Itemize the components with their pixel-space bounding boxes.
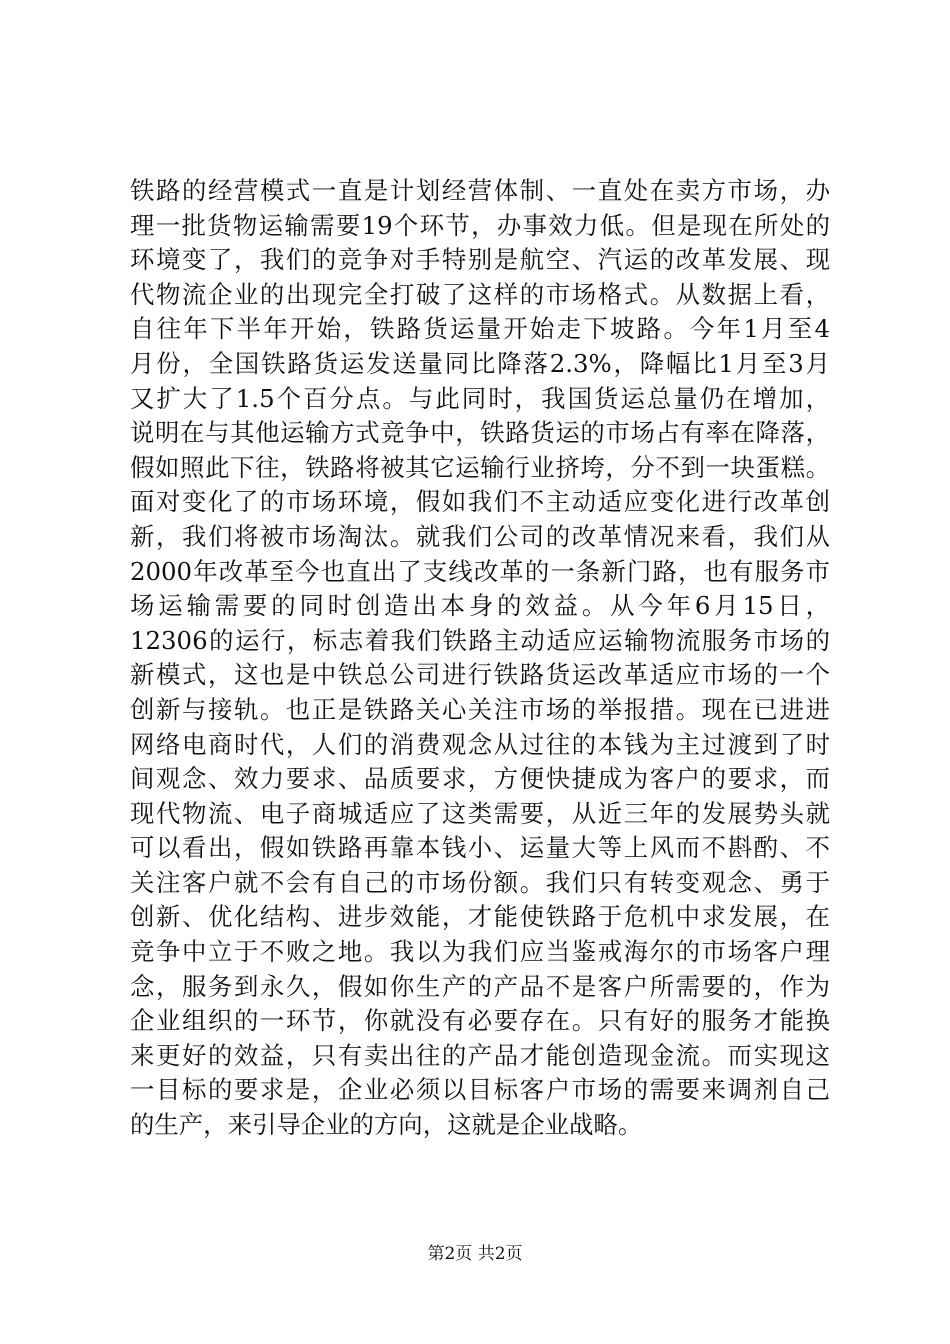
text-line: 说明在与其他运输方式竞争中，铁路货运的市场占有率在降落， [130,418,830,448]
text-line: 场运输需要的同时创造出本身的效益。从今年6月15日， [130,591,830,621]
text-line: 来更好的效益，只有卖出往的产品才能创造现金流。而实现这 [130,1040,830,1070]
text-line: 的生产，来引导企业的方向，这就是企业战略。 [130,1110,643,1140]
text-line: 竞争中立于不败之地。我以为我们应当鉴戒海尔的市场客户理 [130,937,830,967]
text-line: 间观念、效力要求、品质要求，方便快捷成为客户的要求，而 [130,764,830,794]
text-line: 理一批货物运输需要19个环节，办事效力低。但是现在所处的 [130,210,830,240]
text-line: 代物流企业的出现完全打破了这样的市场格式。从数据上看， [130,279,830,309]
text-line: 自往年下半年开始，铁路货运量开始走下坡路。今年1月至4 [130,314,830,344]
text-line: 念，服务到永久，假如你生产的产品不是客户所需要的，作为 [130,971,830,1001]
text-line: 又扩大了1.5个百分点。与此同时，我国货运总量仍在增加， [130,383,830,413]
text-line: 环境变了，我们的竞争对手特别是航空、汽运的改革发展、现 [130,245,830,275]
page-number-footer: 第2页 共2页 [427,1244,523,1264]
text-line: 假如照此下往，铁路将被其它运输行业挤垮，分不到一块蛋糕。 [130,452,830,482]
text-line: 可以看出，假如铁路再靠本钱小、运量大等上风而不斟酌、不 [130,833,830,863]
text-line: 创新与接轨。也正是铁路关心关注市场的举报措。现在已进进 [130,694,830,724]
text-line: 2000年改革至今也直出了支线改革的一条新门路，也有服务市 [130,556,830,586]
text-line: 关注客户就不会有自己的市场份额。我们只有转变观念、勇于 [130,867,830,897]
text-line: 现代物流、电子商城适应了这类需要，从近三年的发展势头就 [130,798,830,828]
text-line: 企业组织的一环节，你就没有必要存在。只有好的服务才能换 [130,1006,830,1036]
text-line: 新，我们将被市场淘汰。就我们公司的改革情况来看，我们从 [130,521,830,551]
text-line: 12306的运行，标志着我们铁路主动适应运输物流服务市场的 [130,625,830,655]
text-line: 面对变化了的市场环境，假如我们不主动适应变化进行改革创 [130,487,830,517]
text-line: 月份，全国铁路货运发送量同比降落2.3%，降幅比1月至3月 [130,348,830,378]
text-line: 铁路的经营模式一直是计划经营体制、一直处在卖方市场，办 [130,176,830,205]
text-line: 网络电商时代，人们的消费观念从过往的本钱为主过渡到了时 [130,729,830,759]
text-line: 创新、优化结构、进步效能，才能使铁路于危机中求发展，在 [130,902,830,932]
body-paragraph [130,174,830,1143]
text-line: 新模式，这也是中铁总公司进行铁路货运改革适应市场的一个 [130,660,830,690]
text-line: 一目标的要求是，企业必须以目标客户市场的需要来调剂自己 [130,1075,830,1105]
